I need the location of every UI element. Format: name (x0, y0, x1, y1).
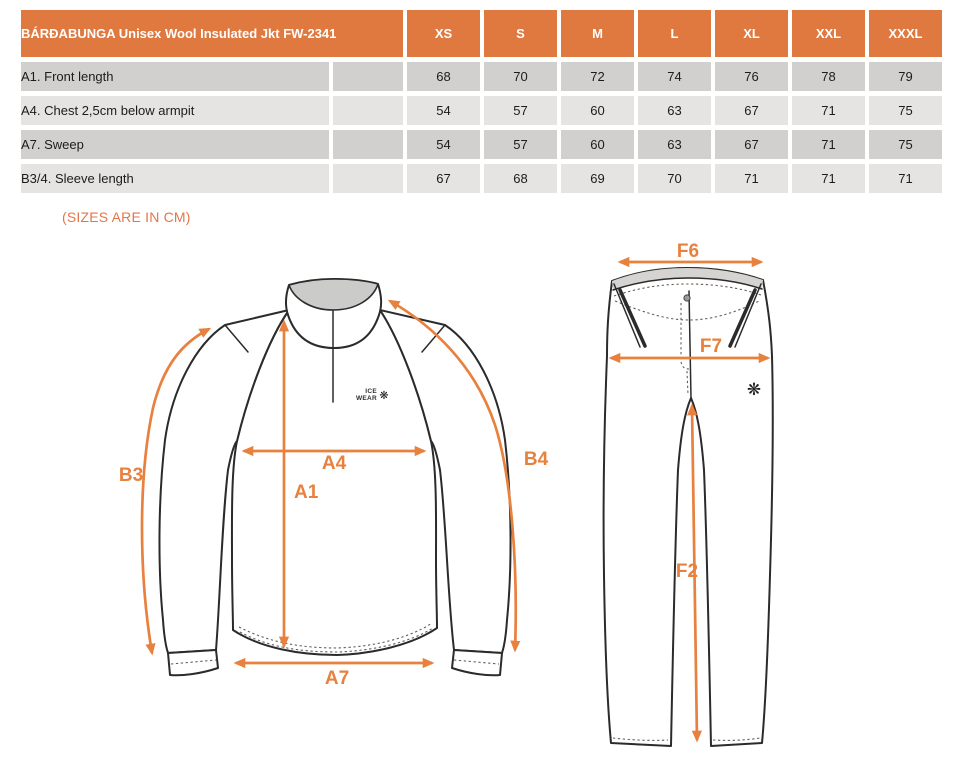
logo-snowflake-icon: ❋ (379, 389, 389, 402)
value-cell: 57 (484, 96, 557, 125)
value-cell: 70 (484, 62, 557, 91)
row-label: B3/4. Sleeve length (21, 164, 329, 193)
pants-snowflake-icon: ❋ (746, 380, 762, 400)
label-b3: B3 (118, 465, 144, 486)
value-cell: 60 (561, 130, 634, 159)
value-cell: 54 (407, 130, 480, 159)
table-row-chest (21, 96, 942, 125)
label-f2: F2 (675, 561, 699, 582)
value-cell: 75 (869, 130, 942, 159)
value-cell: 71 (792, 130, 865, 159)
label-f6: F6 (676, 241, 700, 262)
label-b4: B4 (523, 449, 549, 470)
value-cell: 63 (638, 96, 711, 125)
jacket-right-cuff (452, 650, 502, 675)
size-header-xs: XS (407, 10, 480, 57)
spacer-cell (333, 164, 403, 193)
value-cell: 70 (638, 164, 711, 193)
size-header-xxxl: XXXL (869, 10, 942, 57)
header-row (21, 10, 942, 57)
label-a4: A4 (321, 453, 347, 474)
value-cell: 75 (869, 96, 942, 125)
value-cell: 71 (715, 164, 788, 193)
spacer-cell (333, 96, 403, 125)
value-cell: 72 (561, 62, 634, 91)
pants-diagram (604, 241, 773, 746)
size-header-xl: XL (715, 10, 788, 57)
label-f7: F7 (699, 336, 723, 357)
value-cell: 57 (484, 130, 557, 159)
value-cell: 76 (715, 62, 788, 91)
value-cell: 78 (792, 62, 865, 91)
size-header-s: S (484, 10, 557, 57)
value-cell: 79 (869, 62, 942, 91)
logo-text-wear: WEAR (355, 395, 377, 402)
pants-outline (604, 268, 773, 746)
table-row-sweep (21, 130, 942, 159)
value-cell: 71 (869, 164, 942, 193)
size-header-m: M (561, 10, 634, 57)
waist-button (684, 295, 690, 301)
logo-text-ice: ICE (365, 388, 377, 395)
value-cell: 68 (407, 62, 480, 91)
table-row-front-length (21, 62, 942, 91)
value-cell: 67 (407, 164, 480, 193)
size-header-xxl: XXL (792, 10, 865, 57)
value-cell: 68 (484, 164, 557, 193)
jacket-left-cuff (168, 650, 218, 675)
value-cell: 71 (792, 96, 865, 125)
jacket-diagram (119, 279, 549, 689)
table-row-sleeve-length (21, 164, 942, 193)
table-title: BÁRÐABUNGA Unisex Wool Insulated Jkt FW-2341 (21, 10, 403, 57)
value-cell: 63 (638, 130, 711, 159)
value-cell: 60 (561, 96, 634, 125)
row-label: A1. Front length (21, 62, 329, 91)
value-cell: 71 (792, 164, 865, 193)
row-label: A4. Chest 2,5cm below armpit (21, 96, 329, 125)
garment-measurement-diagram (0, 240, 967, 780)
row-label: A7. Sweep (21, 130, 329, 159)
value-cell: 54 (407, 96, 480, 125)
size-chart-table (17, 5, 946, 198)
value-cell: 69 (561, 164, 634, 193)
spacer-cell (333, 130, 403, 159)
label-a1: A1 (294, 482, 319, 503)
spacer-cell (333, 62, 403, 91)
units-note: (SIZES ARE IN CM) (62, 209, 191, 225)
size-header-l: L (638, 10, 711, 57)
value-cell: 74 (638, 62, 711, 91)
value-cell: 67 (715, 130, 788, 159)
value-cell: 67 (715, 96, 788, 125)
label-a7: A7 (324, 668, 350, 689)
